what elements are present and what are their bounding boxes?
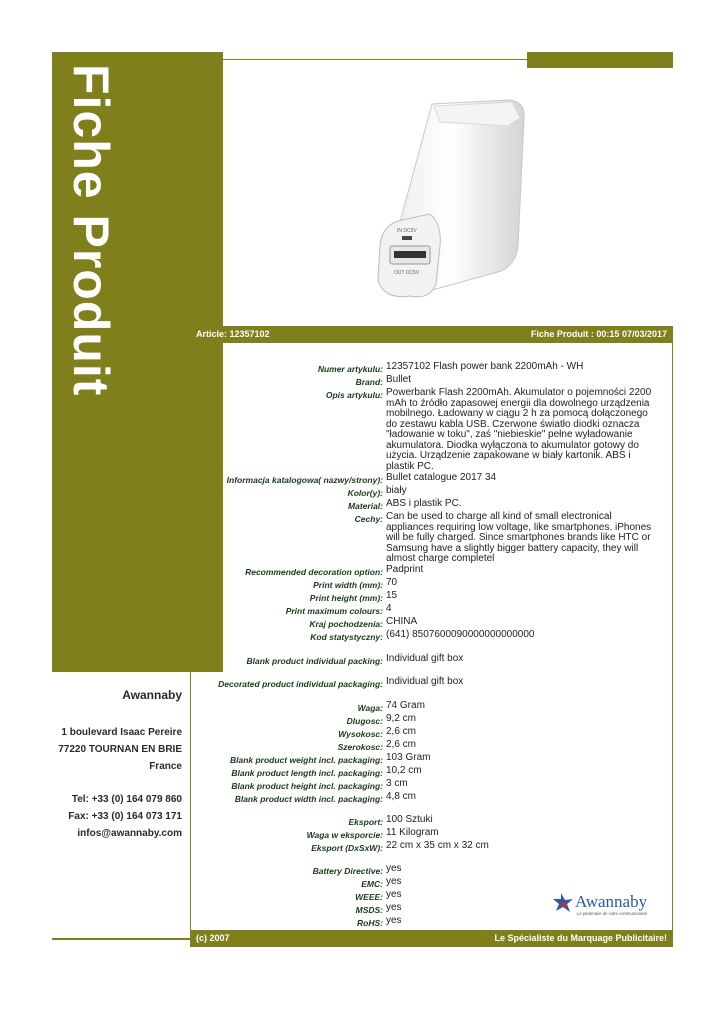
company-contact xyxy=(40,688,182,842)
copyright: (c) 2007 xyxy=(196,933,230,943)
slogan: Le Spécialiste du Marquage Publicitaire! xyxy=(494,933,667,943)
header-bar xyxy=(190,326,673,343)
address-line: 1 boulevard Isaac Pereire xyxy=(61,727,182,738)
top-rule xyxy=(223,59,527,60)
awannaby-logo xyxy=(553,887,663,919)
country: France xyxy=(149,761,182,772)
company-name: Awannaby xyxy=(122,688,182,702)
phone: Tel: +33 (0) 164 079 860 xyxy=(71,794,182,805)
article-number: Article: 12357102 xyxy=(196,329,270,339)
address-line: 77220 TOURNAN EN BRIE xyxy=(58,744,182,755)
svg-text:Le partenaire de votre communi: Le partenaire de votre communication xyxy=(577,911,648,916)
email-link[interactable]: infos@awannaby.com xyxy=(77,828,182,839)
fiche-timestamp: Fiche Produit : 00:15 07/03/2017 xyxy=(530,329,667,339)
svg-text:Awannaby: Awannaby xyxy=(575,892,648,911)
top-accent-bar xyxy=(527,52,673,68)
port-label-out: OUT DC5V xyxy=(394,270,420,276)
product-image xyxy=(370,96,530,302)
port-label-in: IN DC5V xyxy=(397,228,417,234)
fax: Fax: +33 (0) 164 073 171 xyxy=(68,811,182,822)
star-icon xyxy=(553,893,573,912)
bottom-rule xyxy=(52,938,190,940)
vertical-title: Fiche Produit xyxy=(63,64,119,397)
footer-bar xyxy=(190,930,673,947)
